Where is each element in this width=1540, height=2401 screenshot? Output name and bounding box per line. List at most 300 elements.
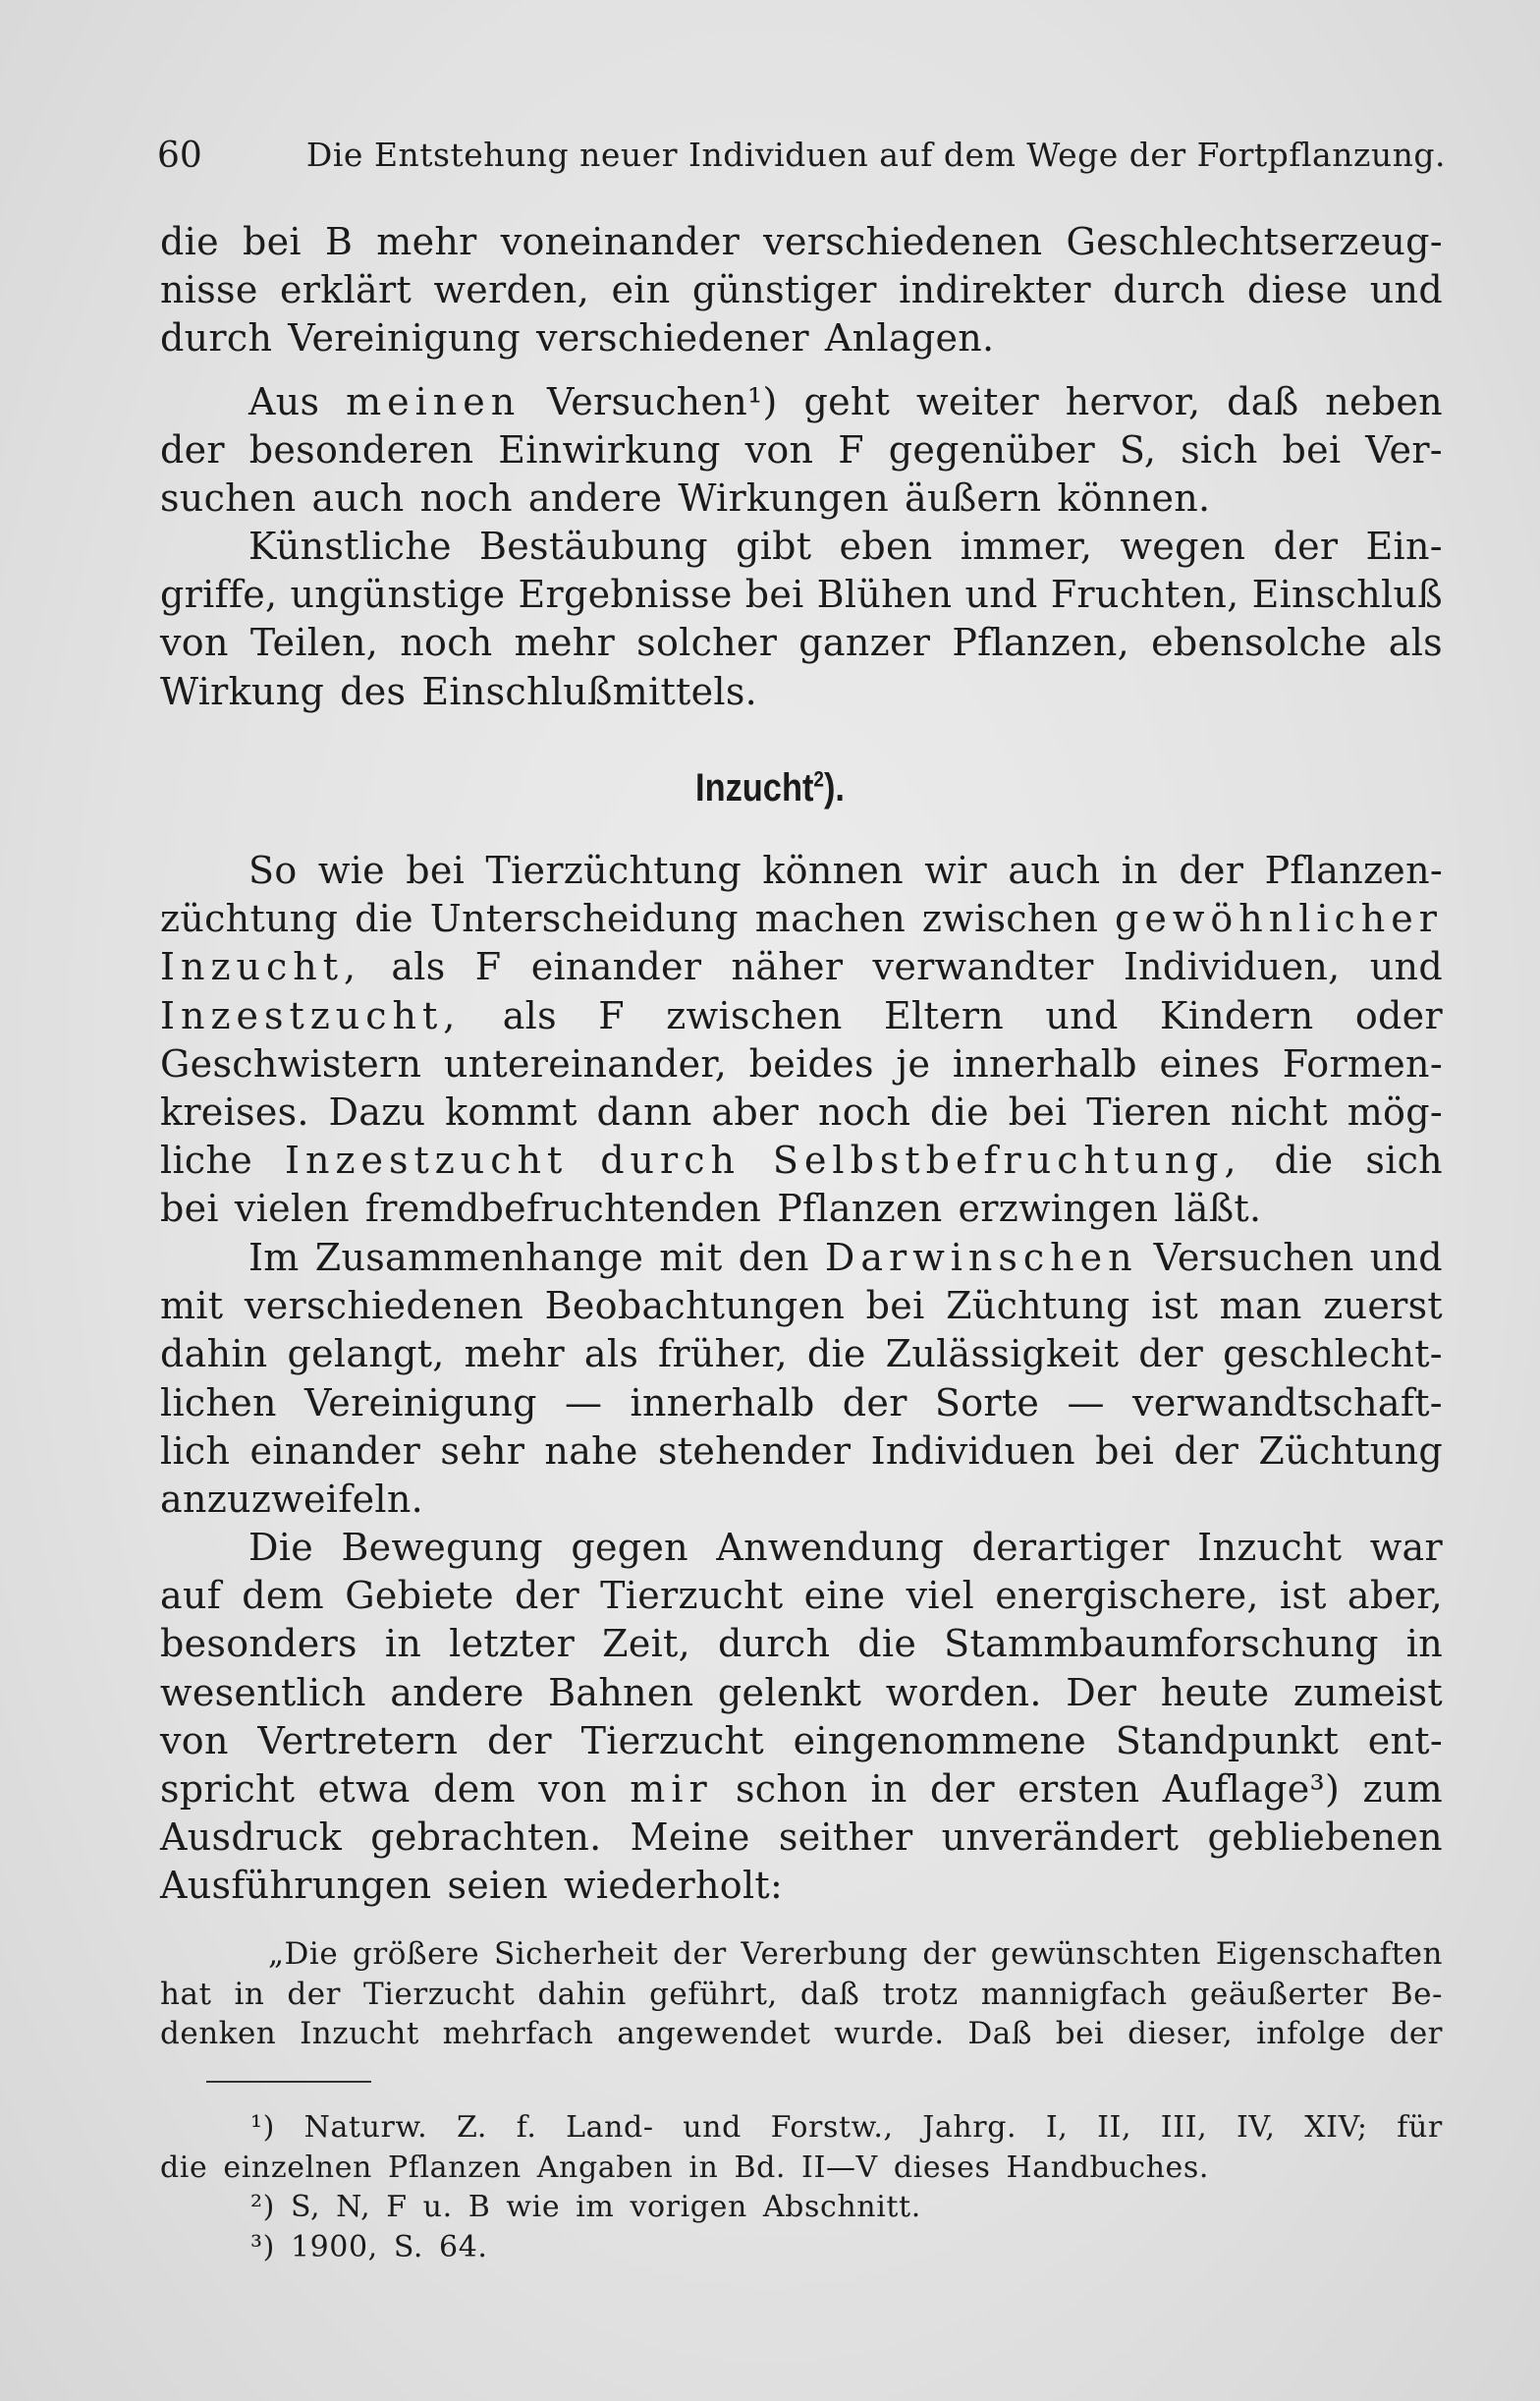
- word: unverändert: [941, 1815, 1180, 1860]
- text-line: [160, 1379, 1443, 1427]
- word: der: [673, 1936, 727, 1972]
- word: Auflage³): [1162, 1766, 1341, 1811]
- word: gegenüber: [888, 428, 1095, 473]
- word: Zusammenhange: [314, 1236, 644, 1279]
- word: gewünschten: [990, 1936, 1201, 1972]
- word: Unterscheidung: [429, 897, 739, 941]
- word: der: [287, 1976, 341, 2012]
- word: sich: [1181, 428, 1258, 473]
- word: als: [391, 945, 446, 989]
- word: in: [1405, 1622, 1443, 1666]
- text-line: [160, 1862, 1443, 1910]
- word: der: [922, 1936, 976, 1972]
- footnote-1-cont: [160, 2149, 1443, 2189]
- word: Der: [1066, 1670, 1137, 1714]
- word: Ergebnisse: [518, 573, 733, 617]
- word: der: [842, 1380, 908, 1424]
- word: voneinander: [500, 220, 741, 263]
- word: durch: [160, 316, 273, 361]
- word: mehr: [376, 220, 477, 263]
- word: indirekter: [899, 268, 1091, 312]
- word: innerhalb: [952, 1041, 1137, 1086]
- word: die: [355, 897, 413, 941]
- word: der: [1273, 525, 1339, 568]
- text-line: [160, 1282, 1443, 1330]
- text-line: [160, 1524, 1443, 1572]
- word: wegen: [1120, 525, 1246, 568]
- word: Ausführungen: [160, 1864, 432, 1908]
- text-line: [160, 1572, 1443, 1620]
- word: Geschlechtserzeug-: [1066, 220, 1443, 263]
- word: erklärt: [280, 268, 412, 312]
- word: ersten: [1018, 1766, 1140, 1811]
- word: wir: [924, 849, 988, 892]
- word: derartiger: [971, 1526, 1170, 1569]
- word: dieser,: [1128, 2016, 1234, 2051]
- word: in: [1121, 849, 1159, 892]
- block-quote: [160, 1934, 1443, 2054]
- word: innerhalb: [630, 1380, 815, 1424]
- word: Bewegung: [341, 1526, 543, 1569]
- word: Inzucht: [1197, 1526, 1343, 1569]
- word: die: [930, 1089, 989, 1134]
- word: näher: [731, 945, 844, 989]
- word: zuerst: [1323, 1284, 1443, 1328]
- word: Aus: [248, 380, 320, 423]
- word: von: [744, 428, 814, 473]
- word: in: [688, 2150, 719, 2185]
- text-line: [160, 2014, 1443, 2054]
- word: in: [384, 1622, 422, 1666]
- word: Tierzucht: [362, 1976, 516, 2012]
- word: Inzestzucht: [285, 1139, 569, 1183]
- text-line: [160, 943, 1443, 991]
- running-head: [157, 136, 1446, 176]
- word: seither: [778, 1815, 913, 1860]
- word: aber: [711, 1089, 799, 1134]
- word: die: [160, 220, 219, 263]
- word: von: [538, 1766, 607, 1811]
- paragraph-2: [160, 378, 1443, 524]
- word: B: [324, 220, 354, 263]
- word: sehr: [440, 1428, 525, 1473]
- word: hat: [160, 1976, 212, 2012]
- word: Ein-: [1365, 525, 1443, 568]
- word: verschiedener: [536, 316, 809, 361]
- word: S,: [290, 2190, 321, 2224]
- paragraph-6: [160, 1524, 1443, 1911]
- word: energischere,: [995, 1574, 1259, 1618]
- word: B: [468, 2190, 491, 2224]
- word: wesentlich: [160, 1670, 366, 1714]
- word: läßt.: [1174, 1187, 1262, 1231]
- word: Anlagen.: [824, 316, 995, 361]
- word: des: [340, 669, 407, 713]
- word: denken: [160, 2016, 277, 2051]
- word: Bestäubung: [479, 525, 708, 568]
- word: bei: [865, 1284, 925, 1328]
- paragraph-1: [160, 218, 1443, 363]
- word: wurde.: [834, 2016, 945, 2051]
- word: die: [1274, 1139, 1334, 1183]
- word: Einwirkung: [498, 428, 721, 473]
- word: oder: [1354, 993, 1443, 1037]
- word: ein: [611, 268, 671, 312]
- word: ¹): [250, 2110, 275, 2145]
- word: den: [738, 1236, 809, 1279]
- text-line: [160, 1040, 1443, 1089]
- word: anzuzweifeln.: [160, 1477, 423, 1521]
- word: der: [487, 1718, 552, 1762]
- word: immer,: [960, 525, 1093, 568]
- word: bei: [160, 1187, 219, 1231]
- word: Sicherheit: [493, 1936, 659, 1972]
- word: je: [896, 1041, 931, 1086]
- word: mög-: [1347, 1089, 1443, 1134]
- word: Darwinschen: [824, 1236, 1138, 1279]
- text-line: [160, 1427, 1443, 1476]
- word: äußern: [904, 476, 1042, 521]
- word: in: [234, 1976, 265, 2012]
- text-line: [160, 378, 1443, 426]
- word: schon: [735, 1766, 849, 1811]
- word: bei: [744, 573, 804, 617]
- word: gebliebenen: [1207, 1815, 1443, 1860]
- word: beides: [748, 1041, 874, 1086]
- word: Einschluß: [1251, 573, 1443, 617]
- word: auf: [160, 1574, 222, 1618]
- text-line: [160, 895, 1443, 943]
- word: etwa: [317, 1766, 411, 1811]
- word: Handbuches.: [1006, 2150, 1210, 2185]
- word: in: [870, 1766, 908, 1811]
- word: durch: [718, 1622, 831, 1666]
- footnote-2: [160, 2188, 1443, 2228]
- word: verschiedenen: [244, 1284, 524, 1328]
- word: mehr: [514, 621, 616, 665]
- word: viel: [906, 1574, 975, 1618]
- text-line: [160, 1717, 1443, 1765]
- word: nisse: [160, 268, 258, 312]
- footnote-mark: 2: [813, 766, 824, 792]
- word: verwandtschaft-: [1131, 1380, 1443, 1424]
- word: als: [583, 1332, 639, 1376]
- text-line: [160, 1620, 1443, 1668]
- word: nicht: [1230, 1089, 1328, 1134]
- text-line: [160, 314, 1443, 363]
- word: der: [930, 1766, 995, 1811]
- word: andere: [527, 476, 663, 521]
- word: Im: [248, 1236, 300, 1279]
- word: durch: [600, 1139, 741, 1183]
- word: Züchtung: [1258, 1428, 1443, 1473]
- word: von: [160, 1718, 229, 1762]
- text-line: [160, 523, 1443, 571]
- word: geschlecht-: [1223, 1332, 1443, 1376]
- word: Abschnitt.: [762, 2190, 921, 2224]
- word: besonderen: [248, 428, 474, 473]
- word: mehr: [464, 1332, 565, 1376]
- word: Züchtung: [946, 1284, 1130, 1328]
- word: Pflanzen-: [1264, 849, 1443, 892]
- text-line: [160, 1234, 1443, 1282]
- word: mir: [630, 1766, 713, 1811]
- text-line: [160, 426, 1443, 475]
- word: ist: [1279, 1574, 1327, 1618]
- word: kreises.: [160, 1089, 309, 1134]
- word: IV,: [1236, 2110, 1276, 2145]
- word: wie: [317, 849, 385, 892]
- word: Pflanzen: [777, 1187, 943, 1231]
- word: Meine: [630, 1815, 750, 1860]
- word: und: [1045, 993, 1119, 1037]
- text-line: [160, 1975, 1443, 2015]
- section-heading: Inzucht$^2$).: [695, 766, 845, 810]
- text-line: [160, 1089, 1443, 1137]
- word: —: [1067, 1380, 1105, 1424]
- word: und: [964, 573, 1038, 617]
- word: die: [857, 1622, 917, 1666]
- word: aber,: [1347, 1574, 1443, 1618]
- word: Individuen,: [1123, 945, 1341, 989]
- word: Tierzucht: [580, 1718, 764, 1762]
- word: noch: [817, 1089, 911, 1134]
- text-line: [160, 1476, 1443, 1524]
- word: Pflanzen: [387, 2150, 522, 2185]
- text-line: [160, 571, 1443, 619]
- word: lich: [160, 1428, 231, 1473]
- word: man: [1219, 1284, 1302, 1328]
- word: zwischen: [666, 993, 843, 1037]
- word: dahin: [537, 1976, 628, 2012]
- word: Zeit,: [602, 1622, 691, 1666]
- word: dieses: [893, 2150, 991, 2185]
- word: weiter: [916, 380, 1039, 423]
- word: „Die: [268, 1936, 339, 1972]
- text-line: [160, 218, 1443, 266]
- word: 1900,: [290, 2229, 378, 2264]
- word: Fruchten,: [1050, 573, 1239, 617]
- word: zum: [1362, 1766, 1443, 1811]
- word: als: [502, 993, 557, 1037]
- word: Künstliche: [248, 525, 452, 568]
- word: können: [762, 849, 904, 892]
- word: Vertretern: [257, 1718, 459, 1762]
- word: Be-: [1390, 1976, 1443, 2012]
- word: mit: [160, 1284, 224, 1328]
- word: Individuen: [870, 1428, 1075, 1473]
- word: ungünstige: [290, 573, 506, 617]
- word: daß: [1227, 380, 1299, 423]
- word: diese: [1246, 268, 1348, 312]
- word: griffe,: [160, 573, 278, 617]
- word: Blühen: [816, 573, 953, 617]
- word: die: [806, 1332, 866, 1376]
- word: der: [1174, 1428, 1239, 1473]
- word: andere: [390, 1670, 524, 1714]
- word: wie: [506, 2190, 561, 2224]
- word: Pflanzen,: [952, 621, 1129, 665]
- word: Versuchen: [1153, 1236, 1354, 1279]
- text-line: [160, 668, 1443, 716]
- word: dahin: [160, 1332, 268, 1376]
- word: Versuchen¹): [547, 380, 778, 423]
- text-line: [160, 992, 1443, 1040]
- footnote-1: [160, 2108, 1443, 2149]
- text-line: [160, 619, 1443, 667]
- word: angewendet: [617, 2016, 811, 2051]
- word: Selbstbefruchtung,: [772, 1139, 1242, 1183]
- word: worden.: [885, 1670, 1042, 1714]
- word: Bahnen: [548, 1670, 694, 1714]
- page-number: 60: [157, 136, 202, 176]
- word: Sorte: [934, 1380, 1040, 1424]
- word: Tieren: [1086, 1089, 1212, 1134]
- word: auch: [1008, 849, 1101, 892]
- word: suchen: [160, 476, 297, 521]
- word: daß: [799, 1976, 860, 2012]
- word: bei: [1095, 1428, 1155, 1473]
- word: einander: [530, 945, 702, 989]
- word: liche: [160, 1139, 253, 1183]
- word: neben: [1325, 380, 1443, 423]
- word: und: [1369, 268, 1443, 312]
- word: sich: [1365, 1139, 1443, 1183]
- word: der: [160, 428, 225, 473]
- word: dem: [433, 1766, 516, 1811]
- word: f.: [516, 2110, 537, 2145]
- word: ²): [250, 2190, 275, 2224]
- word: Geschwistern: [160, 1041, 422, 1086]
- word: infolge: [1256, 2016, 1366, 2051]
- word: geht: [803, 380, 891, 423]
- word: bei: [1008, 1089, 1068, 1134]
- word: dem: [242, 1574, 325, 1618]
- word: Angaben: [536, 2150, 674, 2185]
- word: Forstw.,: [770, 2110, 894, 2145]
- text-line: [160, 1934, 1443, 1975]
- word: Die: [248, 1526, 314, 1569]
- word: Ausdruck: [160, 1815, 343, 1860]
- word: hervor,: [1065, 380, 1201, 423]
- word: ent-: [1367, 1718, 1443, 1762]
- word: mit: [659, 1236, 723, 1279]
- word: als: [1388, 621, 1443, 665]
- word: Tierzüchtung: [485, 849, 742, 892]
- text-line: [160, 1669, 1443, 1717]
- word: und: [683, 2110, 742, 2145]
- word: mannigfach: [980, 1976, 1168, 2012]
- word: im: [576, 2190, 615, 2224]
- word: dann: [596, 1089, 692, 1134]
- word: Standpunkt: [1115, 1718, 1340, 1762]
- text-line: [160, 1330, 1443, 1378]
- word: heute: [1160, 1670, 1270, 1714]
- word: seien: [447, 1864, 549, 1908]
- word: meinen: [346, 380, 522, 423]
- word: früher,: [658, 1332, 788, 1376]
- word: und: [1369, 945, 1443, 989]
- word: geäußerter: [1189, 1976, 1368, 2012]
- word: gelangt,: [287, 1332, 445, 1376]
- word: Gebiete: [345, 1574, 494, 1618]
- word: Bd.: [734, 2150, 787, 2185]
- word: ebensolche: [1151, 621, 1367, 665]
- word: zumeist: [1292, 1670, 1443, 1714]
- word: bei: [242, 220, 302, 263]
- word: war: [1369, 1526, 1443, 1569]
- word: eingenommene: [793, 1718, 1087, 1762]
- word: II—V: [801, 2150, 878, 2185]
- word: bei: [1055, 2016, 1105, 2051]
- word: I,: [1045, 2110, 1069, 2145]
- word: Beobachtungen: [544, 1284, 846, 1328]
- footnote-rule: [206, 2081, 371, 2083]
- word: S.: [393, 2229, 424, 2264]
- word: der: [1138, 1332, 1204, 1376]
- word: lichen: [160, 1380, 277, 1424]
- word: verschiedenen: [763, 220, 1043, 263]
- word: der: [1389, 2016, 1443, 2051]
- word: Land-: [566, 2110, 654, 2145]
- word: züchtung: [160, 897, 339, 941]
- text-line: [160, 266, 1443, 314]
- word: XIV;: [1304, 2110, 1368, 2145]
- word: Wirkung: [160, 669, 325, 713]
- word: gelenkt: [717, 1670, 862, 1714]
- word: Zulässigkeit: [885, 1332, 1120, 1376]
- word: auch: [311, 476, 405, 521]
- word: Tierzucht: [600, 1574, 784, 1618]
- word: So: [248, 849, 298, 892]
- word: gibt: [736, 525, 812, 568]
- word: 64.: [439, 2229, 488, 2264]
- word: eben: [839, 525, 933, 568]
- word: Eigenschaften: [1215, 1936, 1443, 1972]
- word: Inzucht: [300, 2016, 419, 2051]
- word: Anwendung: [716, 1526, 945, 1569]
- word: ist: [1151, 1284, 1199, 1328]
- word: günstiger: [691, 268, 877, 312]
- footnotes: [160, 2108, 1443, 2267]
- word: letzter: [449, 1622, 576, 1666]
- running-head-title: Die Entstehung neuer Individuen auf dem Wege der Fortpflanzung.: [305, 136, 1446, 174]
- word: eine: [803, 1574, 886, 1618]
- word: Formen-: [1282, 1041, 1443, 1086]
- word: gegen: [571, 1526, 688, 1569]
- word: Teilen,: [249, 621, 379, 665]
- word: und: [1369, 1236, 1443, 1279]
- word: noch: [419, 476, 513, 521]
- word: F: [838, 428, 864, 473]
- word: stehender: [657, 1428, 852, 1473]
- word: machen: [754, 897, 906, 941]
- word: mehrfach: [442, 2016, 594, 2051]
- word: Ver-: [1365, 428, 1443, 473]
- word: erzwingen: [958, 1187, 1159, 1231]
- word: für: [1397, 2110, 1443, 2145]
- word: wiederholt:: [564, 1864, 784, 1908]
- word: einander: [249, 1428, 421, 1473]
- word: u.: [422, 2190, 453, 2224]
- word: ³): [250, 2229, 275, 2264]
- text-line: [160, 1814, 1443, 1862]
- word: werden,: [433, 268, 590, 312]
- word: Stammbaumforschung: [944, 1622, 1379, 1666]
- word: —: [565, 1380, 603, 1424]
- word: bei: [406, 849, 466, 892]
- paragraph-3: [160, 523, 1443, 716]
